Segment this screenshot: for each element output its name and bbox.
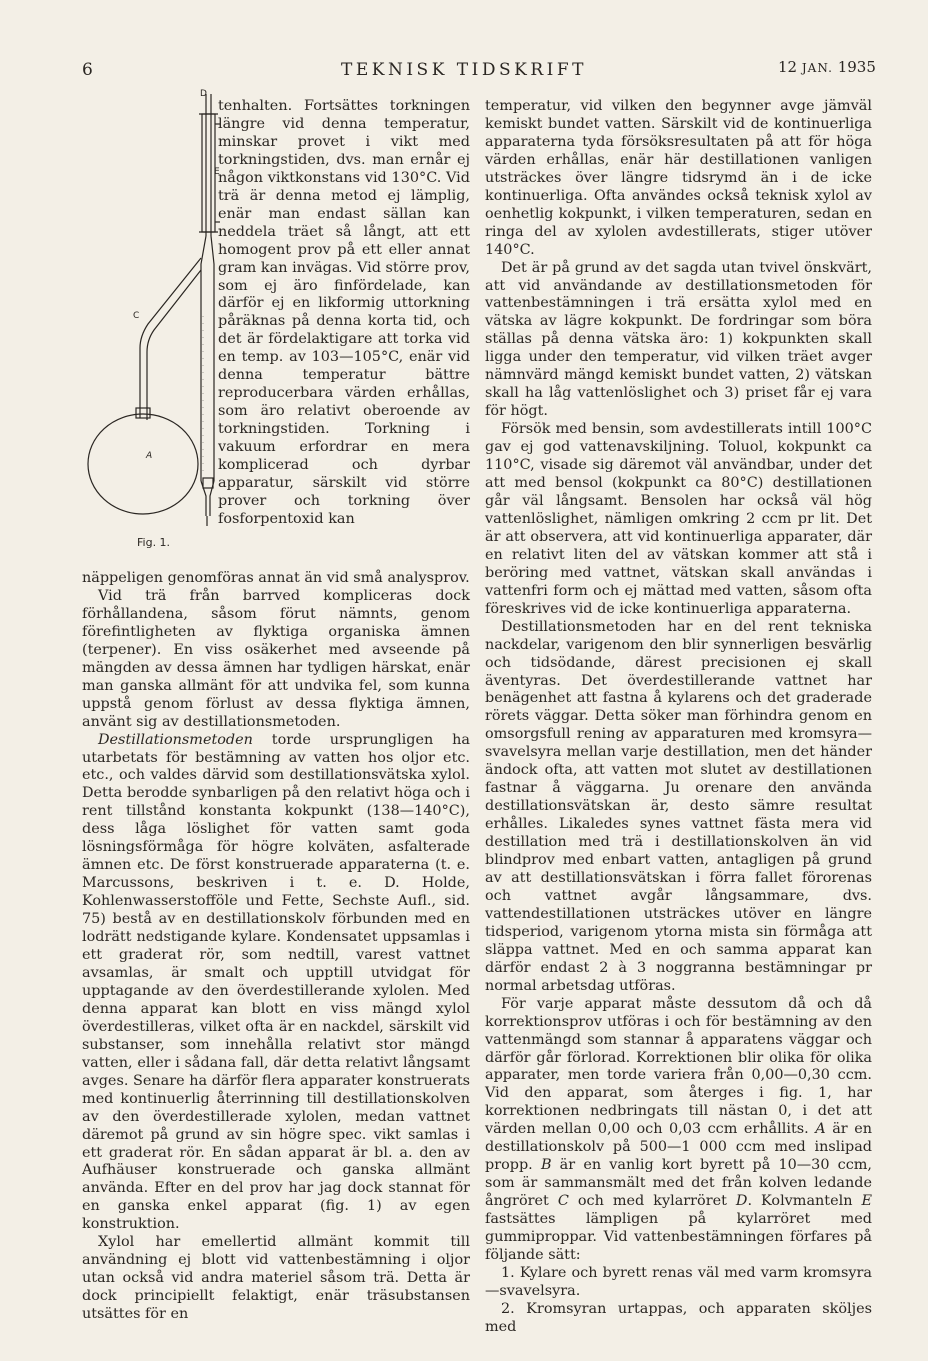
date-month: JAN. [801,61,833,75]
paragraph: Det är på grund av det sagda utan tvivel önskvärt, att vid användande av destillationsmetoden för vattenbestämningen i trä ersätta xylol med en vätska av lägre kokpunkt. De fordringar som böra ställas på denna vätska äro: 1) kokpunkten skall ligga under den temperatur, vid vilken träet avger nämnvärd mängd kemiskt bundet vatten, 2) vätskan skall ha låg vattenlöslighet och 3) priset får ej vara för högt. [485,259,872,420]
italic-ref: A [815,1121,826,1138]
paragraph-text: . Kolvmanteln [747,1193,862,1210]
paragraph-text: är en destillationskolv på 500—1 000 ccm med inslipad propp. [485,1121,872,1174]
figure-caption: Fig. 1. [137,536,171,549]
label-a: A [146,451,153,461]
paragraph-text: torde ursprungligen ha utarbetats för bestämning av vatten hos oljor etc. etc., och valdes därvid som destillationsvätska xylol. Detta berodde synbarligen på den relativt höga och i rent tillstånd konstanta kokpunkt (138—140°C), dess låga löslighet för vatten samt goda lösningsförmåga för högre kolväten, asfalterade ämnen etc. De först konstruerade apparaterna (t. e. Marcussons, beskriven i t. e. D. Holde, Kohlenwasserstofföle und Fette, Sechste Aufl., sid. 75) bestå av en destillationskolv förbunden med en lodrätt nedstigande kylare. Kondensatet uppsamlas i ett graderat rör, som nedtill, varest vattnet avsamlas, är smalt och upptill utvidgat för upptagande av den överdestillerande xylolen. Med denna apparat kan blott en viss mängd xylol överdestilleras, vilket ofta är en nackdel, särskilt vid substanser, som innehålla relativt stor mängd vatten, eller i sådana fall, där detta relativt långsamt avges. Senare ha därför flera apparater konstruerats med kontinuerlig återrinning till destillationskolven av den överdestillerade xylolen, medan vattnet däremot på grund av sin högre spec. vikt samlas i ett graderat rör. En sådan apparat är bl. a. den av Aufhäuser konstruerade och ganska allmänt använda. Efter en del prov har jag dock stannat för en ganska enkel apparat (fig. 1) av egen konstruktion. [82,731,470,1233]
page-header [0,56,928,86]
list-item: 1. Kylare och byrett renas väl med varm kromsyra—svavelsyra. [485,1264,872,1299]
taper-right [211,236,214,276]
paragraph-text: För varje apparat måste dessutom då och då korrektionsprov utföras i och för bestämning av den vattenmängd som stannar å apparatens väggar och därför går förlorad. Korrektionen blir olika för olika apparater, men torde variera från 0,00—0,30 ccm. Vid den apparat, som återges i fig. 1, har korrektionen nedbringats till nästan 0, i det att värden mellan 0,00 och 0,03 ccm erhållits. [485,995,872,1138]
italic-ref: B [540,1157,552,1174]
italic-term: Destillationsmetoden [98,731,253,748]
issue-date [778,58,876,76]
italic-ref: C [557,1193,569,1210]
paragraph: Försök med bensin, som avdestillerats intill 100°C gav ej god vattenavskiljning. Toluol, kokpunkt ca 110°C, visade sig däremot väl användbar, under det att med bensol (kokpunkt ca 80°C) destillationen går väl långsamt. Bensolen har också väl hög vattenlöslighet, nämligen omkring 2 ccm pr lit. Det är att observera, att vid kontinuerliga apparater, där en relativt liten del av vätskan kommer att stå i beröring med vattnet, vätskan skall användas i vattenfri form och ej mättad med vatten, såsom ofta föreskrives vid de icke kontinuerliga apparaterna. [485,421,872,617]
date-day: 12 [778,58,798,76]
page-number: 6 [82,60,93,80]
paragraph: Xylol har emellertid allmänt kommit till användning ej blott vid vattenbestämning i oljor utan också vid andra materiel såsom trä. Detta är dock principiellt felaktigt, enär träsubstansen utsättes för en [82,1234,470,1323]
paragraph-text: är en vanlig kort byrett på 10—30 ccm, som är sammansmält med det från kolven ledande ångröret [485,1157,873,1210]
paragraph: Destillationsmetoden har en del rent tekniska nackdelar, varigenom den blir synnerligen besvärlig och tidsödande, därest precisionen ej skall äventyras. Det överdestillerande vattnet har benägenhet att fastna å kylarens och det graderade rörets väggar. Detta söker man förhindra genom en omsorgsfull rening av apparaturen med kromsyra—svavelsyra mellan varje destillation, men det händer ändock ofta, att vatten mot slutet av destillationen fastnar å väggarna. Ju orenare den använda destillationsvätskan är, desto sämre resultat erhålles. Likaledes synes vattnet fästa mera vid destillation med trä i destillationskolven än vid blindprov med enbart vatten, antagligen på grund av att destillationsvätskan i förra fallet förorenas och vattnet avgår långsammare, dvs. vattendestillationen utsträckes utöver en längre tidsperiod, varigenom ytorna mista sin förmåga att släppa vattnet. Med en och samma apparat kan därför endast 2 à 3 noggranna bestämningar pr normal arbetsdag utföras. [485,618,872,994]
paragraph-text: fastsättes lämpligen på kylarröret med gummiproppar. Vid vattenbestämningen förfares på följande sätt: [485,1211,872,1263]
paragraph: temperatur, vid vilken den begynner avge jämväl kemiskt bundet vatten. Särskilt vid de kontinuerliga apparaterna tyda försöksresultaten på att för höga värden erhållas, enär här destillationen vanligen utsträckes över längre tidsrymd än i de icke kontinuerliga. Ofta användes också teknisk xylol av oenhetlig kokpunkt, i vilken temperaturen, sedan en ringa del av xylolen avdestillerats, stiger utöver 140°C. [485,98,872,258]
label-e: E [214,167,220,177]
flask-body [88,414,198,514]
italic-ref: D [735,1193,748,1210]
left-column-bottom [82,570,470,1324]
paragraph [82,732,470,1235]
right-column [485,98,872,1337]
left-column-top [218,98,470,529]
paragraph: näppeligen genomföras annat än vid små analysprov. [82,570,470,586]
flask-stopper [136,408,150,418]
distillation-apparatus-drawing [70,86,220,558]
stopcock [203,478,213,488]
label-d: D [200,89,207,99]
taper-left [201,236,206,276]
italic-ref: E [861,1193,873,1210]
paragraph: tenhalten. Fortsättes torkningen längre vid denna temperatur, minskar provet i vikt med torkningstiden, dvs. man ernår ej någon viktkonstans vid 130°C. Vid trä är denna metod ej lämplig, enär man endast sällan kan neddela träet så långt, att ett homogent prov på ett eller annat gram kan invägas. Vid större prov, som ej äro finfördelade, kan därför ej en likformig uttorkning påräknas på denna korta tid, och det är fördelaktigare att torka vid en temp. av 103—105°C, enär vid denna temperatur bättre reproducerbara värden erhållas, som äro relativt oberoende av torkningstiden. Torkning i vakuum erfordrar en mera komplicerad och dyrbar apparatur, särskilt vid större prover och torkning över fosforpentoxid kan [218,98,470,527]
apparatus-figure [70,86,220,558]
paragraph: Vid trä från barrved kompliceras dock förhållandena, såsom förut nämnts, genom förefintligheten av flyktiga organiska ämnen (terpener). En viss osäkerhet med avseende på mängden av dessa ämnen har tydligen härskat, enär man ganska allmänt för att undvika fel, som kunna uppstå genom förlust av dessa flyktiga ämnen, använt sig av destillationsmetoden. [82,587,470,730]
paragraph-text: och med kylarröret [568,1193,736,1210]
list-item: 2. Kromsyran urtappas, och apparaten sköljes med [485,1300,872,1335]
label-c: C [133,311,140,321]
paragraph [485,996,872,1265]
journal-title: TEKNISK TIDSKRIFT [341,60,587,80]
date-year: 1935 [837,58,876,76]
